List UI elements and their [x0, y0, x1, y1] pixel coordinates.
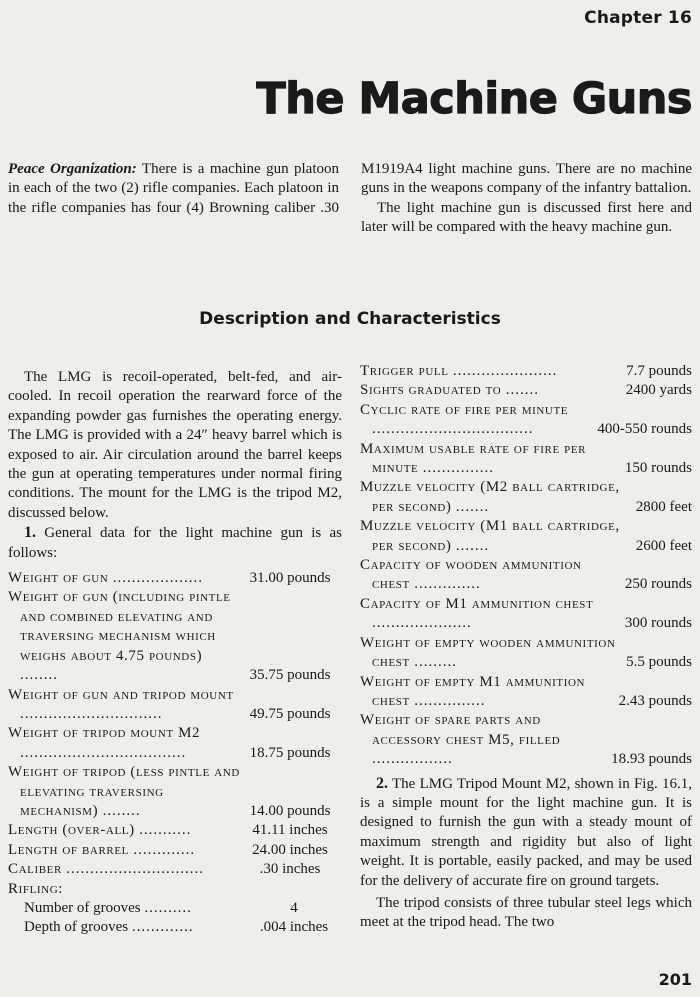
spec-left-label	[8, 724, 244, 763]
spec-left-row	[8, 686, 342, 725]
item-text-1: General data for the light machine gun is as follows:	[8, 525, 342, 561]
spec-left-label-text: Depth of grooves	[24, 919, 129, 936]
spec-right-row	[360, 634, 692, 673]
spec-right-leader-dots: .....................	[372, 615, 472, 632]
spec-left-row	[8, 899, 342, 918]
spec-left-label-text: Weight of gun	[8, 570, 109, 587]
spec-left-label	[8, 918, 248, 937]
spec-left-label-text: Length (over-all)	[8, 822, 135, 839]
spec-right-row	[360, 401, 692, 440]
spec-left-label-text: Length of barrel	[8, 841, 129, 858]
right-column	[360, 362, 692, 933]
spec-left-label	[8, 763, 244, 821]
spec-left-label-text: Weight of gun (including pintle and combined elevating and traversing mechanism which weighs about 4.75 pounds)	[8, 589, 231, 664]
spec-left-label	[8, 821, 244, 840]
spec-left-row	[8, 841, 342, 860]
spec-right-leader-dots: ......................	[452, 363, 558, 379]
spec-right-row	[360, 381, 692, 400]
spec-right-value: 250 rounds	[624, 576, 692, 593]
spec-left-label-text: Caliber	[8, 861, 62, 878]
spec-left-leader-dots: ...................	[112, 570, 203, 587]
spec-left-value: 24.00 inches	[252, 841, 328, 858]
spec-left-row	[8, 880, 342, 899]
spec-right-label-text: Trigger pull	[360, 363, 449, 379]
spec-left-value: .30 inches	[259, 861, 321, 878]
spec-left-label-text: Weight of tripod mount M2	[8, 725, 201, 742]
spec-right-leader-dots: ...............	[422, 460, 494, 477]
spec-list-right	[360, 362, 692, 770]
spec-right-label	[360, 673, 613, 712]
spec-right-row	[360, 595, 692, 634]
spec-left-leader-dots: ..............................	[20, 705, 163, 722]
spec-right-label	[360, 381, 620, 400]
intro-paragraph-2: The light machine gun is discussed first here and later will be compared with the heavy machine gun.	[361, 199, 692, 236]
spec-right-value: 400-550 rounds	[597, 421, 692, 438]
spec-left-label	[8, 841, 244, 860]
spec-right-label-text: Cyclic rate of fire per minute	[360, 401, 569, 418]
spec-left-row	[8, 569, 342, 588]
spec-right-value: 5.5 pounds	[626, 654, 692, 671]
spec-right-label	[360, 440, 619, 479]
intro-text-1: There is a machine gun platoon in each of the two (2) rifle companies. Each platoon in the rifle companies has four (4) Browning caliber .30 M1919A4 light machine guns. There are no machine guns in the weapons company of the infantry battalion.	[8, 161, 692, 216]
body-paragraph-1: The LMG is recoil-operated, belt-fed, and air-cooled. In recoil operation the rearward force of the expanding powder gas furnishes the operating energy. The LMG is provided with a 24″ heavy barrel which is exposed to air. Air circulation around the barrel keeps the gun at operating temperatures under normal firing conditions. The mount for the LMG is the tripod M2, discussed below.	[8, 369, 342, 521]
spec-left-value: 41.11 inches	[252, 822, 328, 839]
item-text-2: The LMG Tripod Mount M2, shown in Fig. 16.1, is a simple mount for the light machine gun. It is designed to furnish the gun with a steady mount of maximum strength and rigidity but also of light weight. It is portable, easily packed, and may be used for the delivery of accurate fire on ground targets.	[360, 775, 692, 889]
spec-left-leader-dots: ...................................	[20, 744, 187, 761]
spec-right-leader-dots: .......	[505, 382, 539, 399]
spec-left-row	[8, 918, 342, 937]
spec-right-value: 2.43 pounds	[618, 692, 692, 709]
spec-right-label-text: Weight of empty wooden ammunition chest	[360, 634, 616, 671]
spec-left-leader-dots: ...........	[139, 822, 192, 839]
chapter-title: The Machine Guns	[256, 74, 692, 124]
spec-right-label-text: Sights graduated to	[360, 382, 502, 399]
spec-right-leader-dots: .......	[455, 537, 490, 554]
spec-left-label-text: Weight of gun and tripod mount	[8, 686, 234, 703]
spec-left-value: 35.75 pounds	[249, 667, 331, 684]
spec-left-label	[8, 880, 244, 899]
spec-left-label	[8, 588, 244, 685]
section-heading: Description and Characteristics	[199, 309, 501, 329]
spec-right-leader-dots: .................	[372, 751, 453, 768]
spec-left-label	[8, 569, 244, 588]
spec-right-value: 7.7 pounds	[626, 363, 692, 379]
spec-right-row	[360, 362, 692, 381]
spec-left-value: .004 inches	[259, 919, 329, 936]
spec-left-row	[8, 763, 342, 821]
spec-left-label-text: Weight of tripod (less pintle and elevating traversing mechanism)	[8, 764, 240, 819]
intro-lead: Peace Organization:	[8, 161, 137, 177]
spec-left-label	[8, 899, 248, 918]
spec-right-row	[360, 711, 692, 769]
body-paragraph-last: The tripod consists of three tubular steel legs which meet at the tripod head. The two	[360, 894, 692, 931]
spec-right-label-text: Muzzle velocity (M1 ball cartridge, per second)	[360, 518, 620, 554]
spec-right-label	[360, 711, 605, 769]
chapter-label: Chapter 16	[584, 8, 692, 28]
spec-right-label-text: Maximum usable rate of fire per minute	[360, 440, 587, 477]
spec-right-leader-dots: .......	[455, 498, 490, 515]
spec-right-leader-dots: .........	[414, 654, 457, 671]
tripod-item	[360, 774, 692, 891]
spec-right-label-text: Capacity of M1 ammunition chest	[360, 595, 594, 612]
spec-right-label	[360, 556, 619, 595]
spec-right-label	[360, 478, 630, 517]
spec-left-value: 14.00 pounds	[249, 802, 331, 819]
spec-right-label-text: Weight of spare parts and accessory chest M5, filled	[360, 712, 561, 748]
spec-right-label	[360, 362, 620, 381]
left-column	[8, 368, 342, 938]
spec-left-leader-dots: ........	[20, 667, 58, 684]
item-number-2: 2.	[376, 774, 388, 792]
spec-left-label	[8, 686, 244, 725]
spec-right-row	[360, 440, 692, 479]
spec-left-value: 49.75 pounds	[249, 705, 331, 722]
spec-right-label	[360, 595, 619, 634]
spec-left-row	[8, 588, 342, 685]
spec-left-value: 31.00 pounds	[249, 570, 331, 587]
item-number-1: 1.	[24, 524, 36, 542]
spec-list-left	[8, 569, 342, 938]
spec-right-value: 2400 yards	[625, 382, 692, 399]
spec-right-row	[360, 517, 692, 556]
intro-section	[8, 160, 692, 238]
spec-left-value: 4	[290, 899, 298, 916]
spec-left-leader-dots: .............	[133, 841, 196, 858]
spec-right-label	[360, 517, 630, 556]
page-number: 201	[658, 970, 692, 989]
spec-left-row	[8, 860, 342, 879]
spec-right-leader-dots: ..............	[414, 576, 481, 593]
spec-right-label-text: Muzzle velocity (M2 ball cartridge, per second)	[360, 479, 620, 515]
spec-left-leader-dots: .............................	[66, 861, 205, 878]
spec-left-leader-dots: ........	[102, 802, 141, 819]
spec-left-row	[8, 821, 342, 840]
general-data-item	[8, 523, 342, 563]
spec-right-value: 150 rounds	[624, 460, 692, 477]
spec-left-leader-dots: .............	[131, 919, 194, 936]
spec-right-label-text: Weight of empty M1 ammunition chest	[360, 673, 586, 709]
spec-right-label	[360, 634, 620, 673]
spec-right-value: 2800 feet	[635, 498, 692, 515]
spec-right-row	[360, 478, 692, 517]
spec-left-label-text: Number of grooves	[24, 899, 141, 916]
spec-left-value: 18.75 pounds	[249, 744, 331, 761]
spec-left-row	[8, 724, 342, 763]
spec-right-value: 2600 feet	[635, 537, 692, 554]
spec-right-row	[360, 556, 692, 595]
spec-left-label-text: Rifling:	[8, 880, 64, 897]
spec-left-label	[8, 860, 244, 879]
spec-right-leader-dots: ...............	[414, 692, 486, 709]
spec-left-leader-dots: ..........	[144, 899, 192, 916]
spec-right-value: 300 rounds	[624, 615, 692, 632]
spec-right-label-text: Capacity of wooden ammunition chest	[360, 557, 582, 593]
spec-right-label	[360, 401, 591, 440]
spec-right-leader-dots: ..................................	[372, 421, 534, 438]
spec-right-row	[360, 673, 692, 712]
spec-right-value: 18.93 pounds	[611, 751, 692, 768]
